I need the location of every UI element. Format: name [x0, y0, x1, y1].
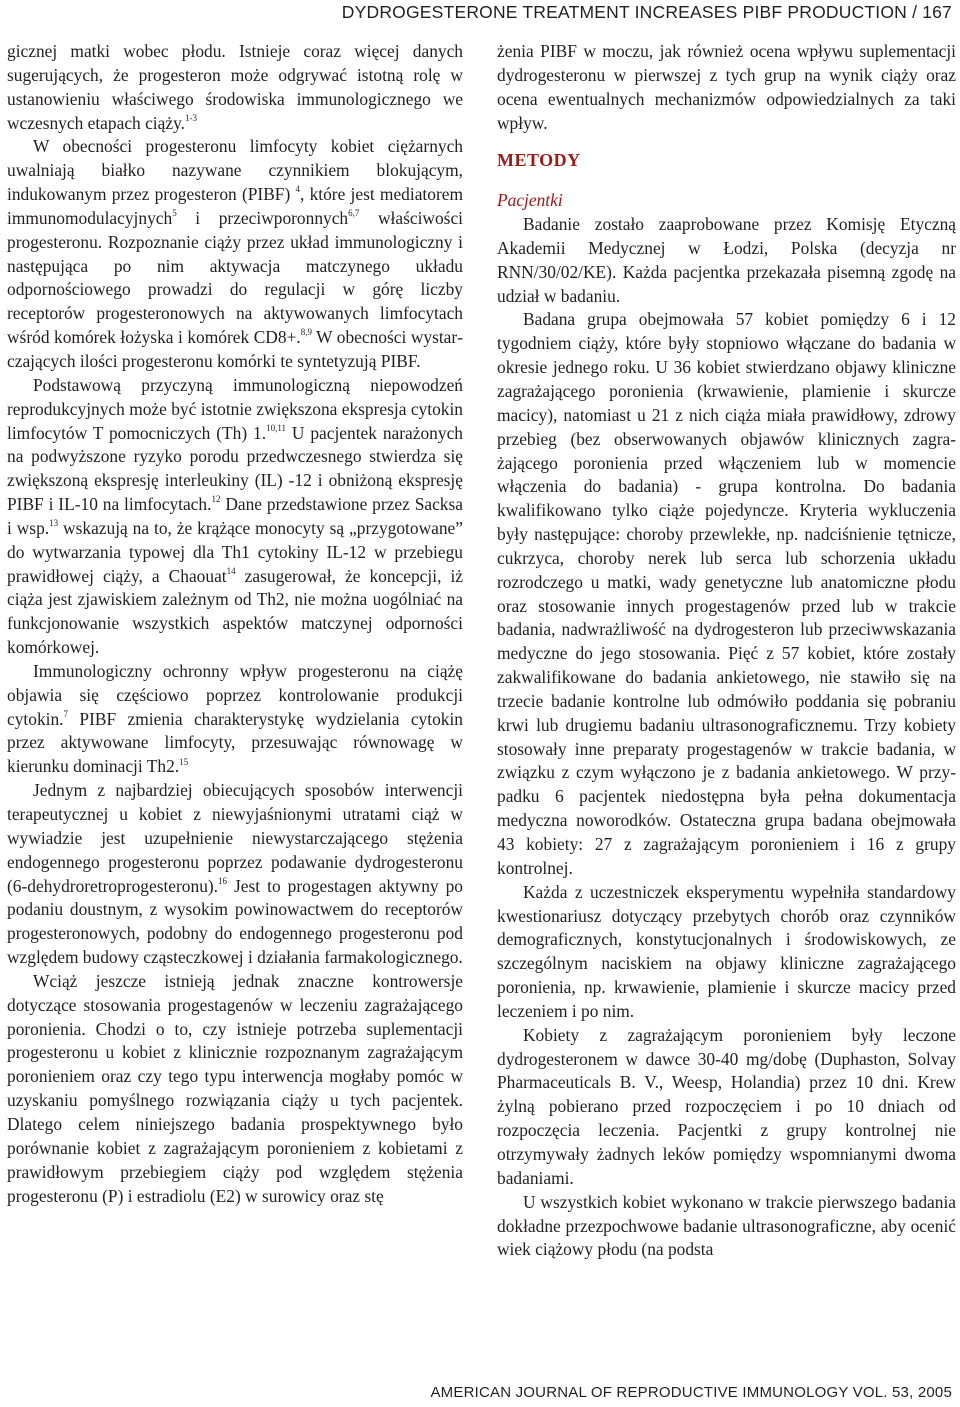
paragraph-text: Dane przedstawione przez Sacksa i wsp. [7, 494, 463, 538]
paragraph [497, 881, 956, 1024]
paragraph [7, 135, 463, 373]
paragraph-text: U pacjentek narażonych na podwyższone ryzyko porodu przedwczesnego stwierdza się zwiększoną ekspresję interleukiny (IL) -12 i obniżoną ekspresję PIBF i IL-10 na limfocytach. [7, 422, 463, 515]
paragraph [7, 779, 463, 970]
citation: 5 [172, 208, 177, 219]
citation: 15 [179, 756, 189, 767]
paragraph-text: i przeciwporonnych [176, 207, 349, 228]
citation: 1-3 [184, 112, 197, 123]
paragraph-text: Każda z uczestniczek eksperymentu wypełniła standardowy kwestionariusz dotyczący przebytych chorób oraz czynników demograficznych, konstytucjonalnych i środowiskowych, ze szczególnym naciskiem na objawy kliniczne zagrażającego poronienia, np. krwawienie, plamienie i skurcze macicy przed leczeniem i po nim. [497, 881, 956, 1021]
citation: 14 [226, 565, 236, 576]
paragraph-text: W obecności progesteronu limfocyty kobiet ciężarnych uwalniają białko nazywane czynnikiem blokującym, indukowanym przez progesteron (PIBF) [7, 136, 463, 205]
paragraph-text: żenia PIBF w moczu, jak również ocena wpływu suplementacji dydrogesteronu w pierwszej z tych grup na wynik ciąży oraz ocena ewentualnych mechanizmów odpowiedzialnych za taki wpływ. [497, 41, 956, 133]
paragraph-text: W obecności wystarczających ilości progesteronu komórki te syntetyzują PIBF. [7, 327, 463, 371]
paragraph-text: gicznej matki wobec płodu. Istnieje coraz więcej danych sugerujących, że progesteron może odgrywać istotną rolę w ustanowieniu właściwego środowiska immunologicznego we wczesnych etapach ciąży. [7, 41, 463, 133]
running-footer: AMERICAN JOURNAL OF REPRODUCTIVE IMMUNOLOGY VOL. 53, 2005 [430, 1384, 952, 1401]
paragraph-text: Podstawową przyczyną immunologiczną niepowodzeń reprodukcyjnych może być istotnie zwiększona ekspresja cytokin limfocytów T pomocniczych (Th) 1. [7, 374, 463, 443]
citation: 10,11 [266, 422, 286, 433]
left-column [7, 40, 463, 1208]
paragraph-text: wskazują na to, że krążące monocyty są „przygotowane” do wytwarzania typowej dla Th1 cytokiny IL-12 w przebiegu prawidłowej ciąży, a Chaouat [7, 517, 463, 586]
paragraph-text: PIBF zmienia charakterystykę wydzielania cytokin przez aktywowane limfocyty, przesuwając równowagę w kierunku dominacji Th2. [7, 708, 463, 777]
citation: 16 [218, 875, 228, 886]
paragraph [7, 40, 463, 135]
citation: 8,9 [300, 327, 312, 338]
paragraph [497, 213, 956, 308]
paragraph [7, 660, 463, 779]
paragraph-text: właściwości progesteronu. Rozpoznanie ciąży przez układ immunologiczny i następująca po nim aktywacja matczynego układu odpornościowego prowadzi do regulacji w górę liczby receptorów progesteronowych na aktywowanych limfocytach wśród komórek łożyska i komórek CD8+. [7, 207, 463, 348]
paragraph-text: , które jest mediatorem immunomodulacyjnych [7, 184, 463, 228]
paragraph [497, 1191, 956, 1263]
citation: 12 [211, 494, 221, 505]
citation: 7 [63, 708, 69, 719]
running-header: DYDROGESTERONE TREATMENT INCREASES PIBF PRODUCTION / 167 [341, 2, 952, 22]
paragraph-text: Badanie zostało zaaprobowane przez Komisję Etyczną Akademii Medycznej w Łodzi, Polska (decyzja nr RNN/30/02/KE). Każda pacjentka przekazała pisemną zgodę na udział w badaniu. [497, 214, 956, 306]
paragraph-text: Jednym z najbardziej obiecujących sposobów interwencji terapeutycznej u kobiet z niewyjaśnionymi utratami ciąż w wywiadzie jest uzupełnienie niewystarczającego stężenia endogennego progesteronu poprzez podawanie dydrogesteronu (6-dehydroretroprogesterоnu). [7, 780, 463, 896]
paragraph [7, 374, 463, 660]
subsection-heading-patients: Pacjentki [497, 190, 563, 211]
citation: 13 [49, 518, 59, 529]
paragraph-text: Badana grupa obejmowała 57 kobiet pomiędzy 6 i 12 tygodniem ciąży, które były stopniowo włączane do badania w okresie jednego roku. U 36 kobiet stwierdzano objawy kliniczne zagrażającego poronienia (krwawienie, plamienie i skurcze macicy), natomiast u 21 z nich ciąża miała prawidłowy, zdrowy przebieg (bez obserwowanych objawów klinicznych zagrażającego poronienia przed włączeniem lub w momencie włączenia do badania) - grupa kontrolna. Do badania kwalifikowano tylko ciąże pojedyncze. Kryteria wykluczenia były następujące: choroby przewlekłe, np. nadciśnienie tętnicze, cukrzyca, choroby nerek lub serca lub schorzenia układu rozrodczego u matki, wady genetyczne lub anatomiczne płodu oraz stosowanie innych progestagenów przed lub w trakcie badania, nadwrażliwość na dydrogesteron lub przeciwwskazania medyczne do jego stosowania. Pięć z 57 kobiet, które zostały zakwalifikowane do badania ankietowego, nie stawiło się na trzecie badanie kontrolne lub odmówiło poddania się pobraniu krwi lub drugiemu badaniu ultrasonograficznemu. Trzy kobiety stosowały inne preparaty progestagenów w trakcie badania, w związku z czym wyłączono je z badania ankietowego. W przypadku 6 pacjentek niedostępna była pełna dokumentacja medyczna noworodków. Ostateczna grupa badana obejmowała 43 kobiety: 27 z zagrażającym poronieniem i 16 z grupy kontrolnej. [497, 309, 956, 878]
paragraph-text: zasugerował, że koncepcji, iż ciąża jest zjawiskiem zależnym od Th2, nie można uogólniać na funkcjonowanie wszystkich aspektów matczynej odporności komórkowej. [7, 565, 464, 658]
paragraph-text: Jest to progestagen aktywny po podaniu doustnym, z wysokim powinowactwem do receptorów progesteronowych, podobny do endogennego progesteronu pod względem budowy cząsteczkowej i działania farmakologicznego. [7, 875, 463, 968]
paragraph [497, 40, 956, 135]
paragraph-text: Wciąż jeszcze istnieją jednak znaczne kontrowersje dotyczące stosowania progestagenów w leczeniu zagrażającego poronienia. Chodzi o to, czy istnieje potrzeba suplementacji progesteronu u kobiet z klinicznie rozpoznanym zagrażającym poronieniem oraz czy tego typu interwencja mogłaby pomóc w uzyskaniu pomyślnego rozwiązania ciąży u tych pacjentek. Dlatego celem niniejszego badania prospektywnego było porównanie kobiet z zagrażającym poronieniem z kobietami z prawidłowym przebiegiem ciąży pod względem stężenia progesteronu (P) i estradiolu (E2) w surowicy oraz stę [7, 970, 463, 1206]
right-column [497, 40, 956, 1262]
paragraph-text: Immunologiczny ochronny wpływ progesteronu na ciążę objawia się częściowo poprzez kontrolowanie produkcji cytokin. [7, 660, 463, 729]
paragraph [7, 970, 463, 1208]
citation: 4 [295, 184, 300, 195]
paragraph [497, 308, 956, 880]
paragraph-text: U wszystkich kobiet wykonano w trakcie pierwszego badania dokładne przezpochwowe badanie ultrasonograficzne, aby ocenić wiek ciążowy płodu (na podsta [497, 1191, 956, 1260]
section-heading-methods: METODY [497, 150, 581, 171]
paragraph [497, 1024, 956, 1191]
paragraph-text: Kobiety z zagrażającym poronieniem były leczone dydrogesteronem w dawce 30-40 mg/dobę (Duphaston, Solvay Pharmaceuticals B. V., Weesp, Holandia) przez 10 dni. Krew żylną pobierano przed rozpoczęciem i po 10 dniach od rozpoczęcia leczenia. Pacjentki z grupy kontrolnej nie otrzymywały żadnych leków pomiędzy wspomnianymi dwoma badaniami. [497, 1024, 956, 1188]
citation: 6,7 [348, 208, 360, 219]
